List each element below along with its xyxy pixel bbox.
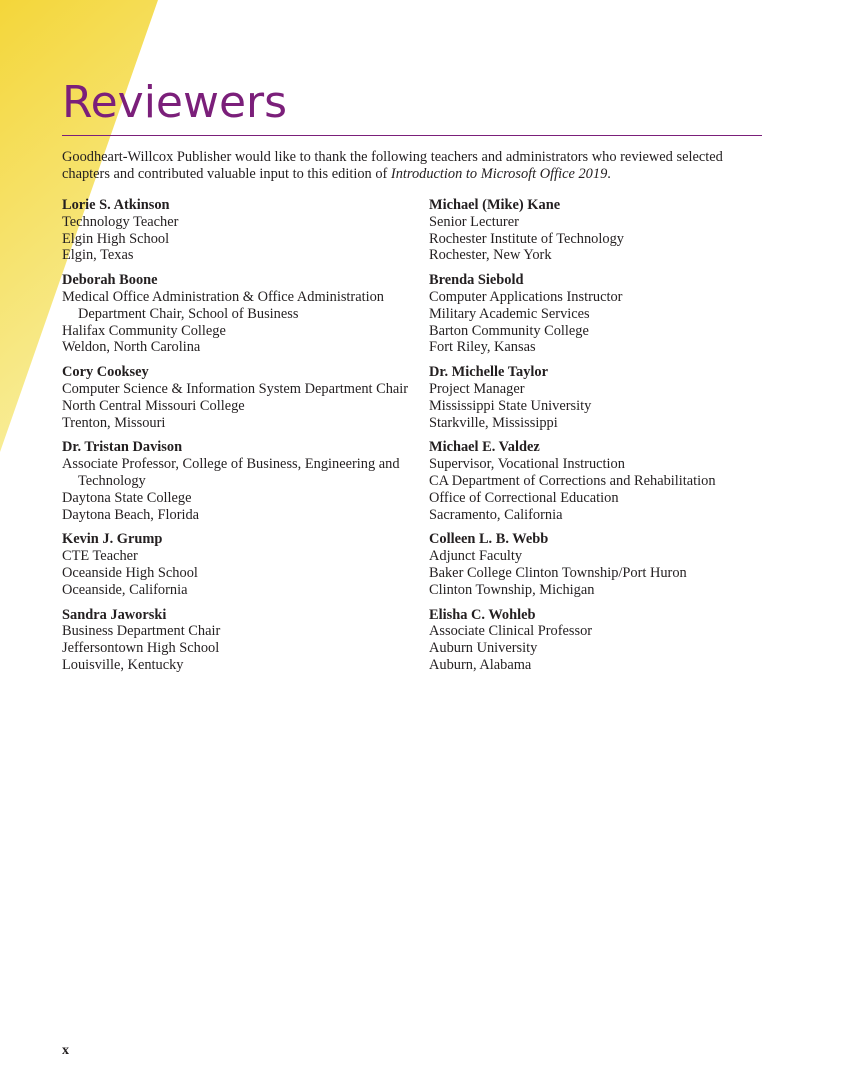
- reviewer-detail-line: Baker College Clinton Township/Port Huron: [429, 564, 687, 581]
- reviewer-entry: [62, 364, 412, 431]
- reviewer-name: Michael E. Valdez: [429, 439, 540, 456]
- reviewer-detail-line: Computer Science & Information System Department Chair: [62, 380, 409, 397]
- reviewer-entry: [62, 439, 412, 523]
- reviewer-name: Lorie S. Atkinson: [62, 197, 170, 213]
- reviewer-detail-line: Daytona Beach, Florida: [62, 506, 200, 523]
- reviewer-entry: [62, 531, 412, 598]
- reviewer-entry: [429, 364, 764, 431]
- reviewer-name: Dr. Tristan Davison: [62, 439, 183, 456]
- reviewer-entry: [62, 607, 412, 674]
- reviewer-detail-line: CA Department of Corrections and Rehabilitation: [429, 472, 716, 489]
- reviewer-detail-line: Halifax Community College: [62, 322, 226, 339]
- intro-text: Goodheart-Willcox Publisher would like to thank the following teachers and administrators who reviewed selected chapters and contributed valuable input to this edition of: [62, 149, 723, 182]
- title-divider: [62, 135, 762, 136]
- reviewer-name: Dr. Michelle Taylor: [429, 364, 548, 381]
- reviewer-detail-line: Sacramento, California: [429, 506, 563, 523]
- intro-end: .: [607, 166, 611, 182]
- reviewer-entry: [429, 607, 764, 674]
- reviewer-name: Elisha C. Wohleb: [429, 606, 536, 623]
- reviewer-entry: [429, 197, 764, 264]
- page-number: x: [62, 1043, 69, 1058]
- reviewer-name: Colleen L. B. Webb: [429, 531, 549, 548]
- reviewer-entry: [62, 197, 412, 264]
- reviewer-detail-line: Trenton, Missouri: [62, 414, 166, 431]
- reviewer-detail-line: Rochester Institute of Technology: [429, 230, 624, 247]
- reviewer-detail-line: Starkville, Mississippi: [429, 414, 558, 431]
- reviewer-detail-line: Supervisor, Vocational Instruction: [429, 456, 625, 473]
- reviewer-detail-line: Barton Community College: [429, 322, 589, 339]
- reviewer-detail-line: Oceanside High School: [62, 564, 198, 581]
- reviewer-entry: [429, 531, 764, 598]
- reviewer-detail-line: Oceanside, California: [62, 581, 188, 598]
- reviewer-name: Sandra Jaworski: [62, 606, 167, 623]
- intro-paragraph: [62, 149, 762, 183]
- reviewer-detail-line: Military Academic Services: [429, 305, 590, 322]
- reviewers-right-column: [429, 197, 764, 682]
- reviewer-detail-line: CTE Teacher: [62, 548, 138, 565]
- intro-book-title: Introduction to Microsoft Office 2019: [390, 166, 608, 182]
- reviewer-detail-line: Technology Teacher: [62, 213, 179, 230]
- reviewer-detail-line: Office of Correctional Education: [429, 489, 619, 506]
- reviewer-entry: [62, 272, 412, 356]
- reviewer-detail-line: Daytona State College: [62, 489, 192, 506]
- reviewer-detail-line: Associate Clinical Professor: [429, 623, 593, 640]
- page-title: Reviewers: [62, 77, 288, 128]
- reviewer-detail-line: Fort Riley, Kansas: [429, 339, 536, 356]
- reviewer-detail-line: Clinton Township, Michigan: [429, 581, 595, 598]
- reviewer-detail-line: Project Manager: [429, 380, 525, 397]
- reviewer-detail-line: Auburn, Alabama: [429, 656, 532, 673]
- reviewer-detail-line: Associate Professor, College of Business, Engineering and Technology: [62, 456, 400, 489]
- reviewer-detail-line: Mississippi State University: [429, 397, 592, 414]
- reviewer-detail-line: Elgin, Texas: [62, 247, 134, 264]
- reviewer-entry: [429, 439, 764, 523]
- reviewer-name: Michael (Mike) Kane: [429, 197, 561, 213]
- reviewer-name: Brenda Siebold: [429, 272, 524, 289]
- reviewer-entry: [429, 272, 764, 356]
- reviewer-detail-line: Medical Office Administration & Office Administration Department Chair, School of Business: [62, 288, 384, 322]
- reviewer-detail-line: Elgin High School: [62, 230, 170, 247]
- reviewer-detail-line: Computer Applications Instructor: [429, 288, 623, 305]
- reviewer-detail-line: North Central Missouri College: [62, 397, 245, 414]
- reviewers-left-column: [62, 197, 412, 682]
- reviewer-detail-line: Senior Lecturer: [429, 213, 519, 230]
- reviewer-detail-line: Adjunct Faculty: [429, 548, 523, 565]
- reviewer-name: Cory Cooksey: [62, 364, 149, 381]
- reviewer-detail-line: Jeffersontown High School: [62, 640, 220, 657]
- reviewer-detail-line: Weldon, North Carolina: [62, 339, 201, 356]
- reviewer-name: Kevin J. Grump: [62, 531, 163, 548]
- reviewer-detail-line: Auburn University: [429, 640, 538, 657]
- reviewer-detail-line: Louisville, Kentucky: [62, 656, 184, 673]
- reviewer-detail-line: Business Department Chair: [62, 623, 221, 640]
- reviewer-name: Deborah Boone: [62, 272, 158, 289]
- reviewer-detail-line: Rochester, New York: [429, 247, 552, 264]
